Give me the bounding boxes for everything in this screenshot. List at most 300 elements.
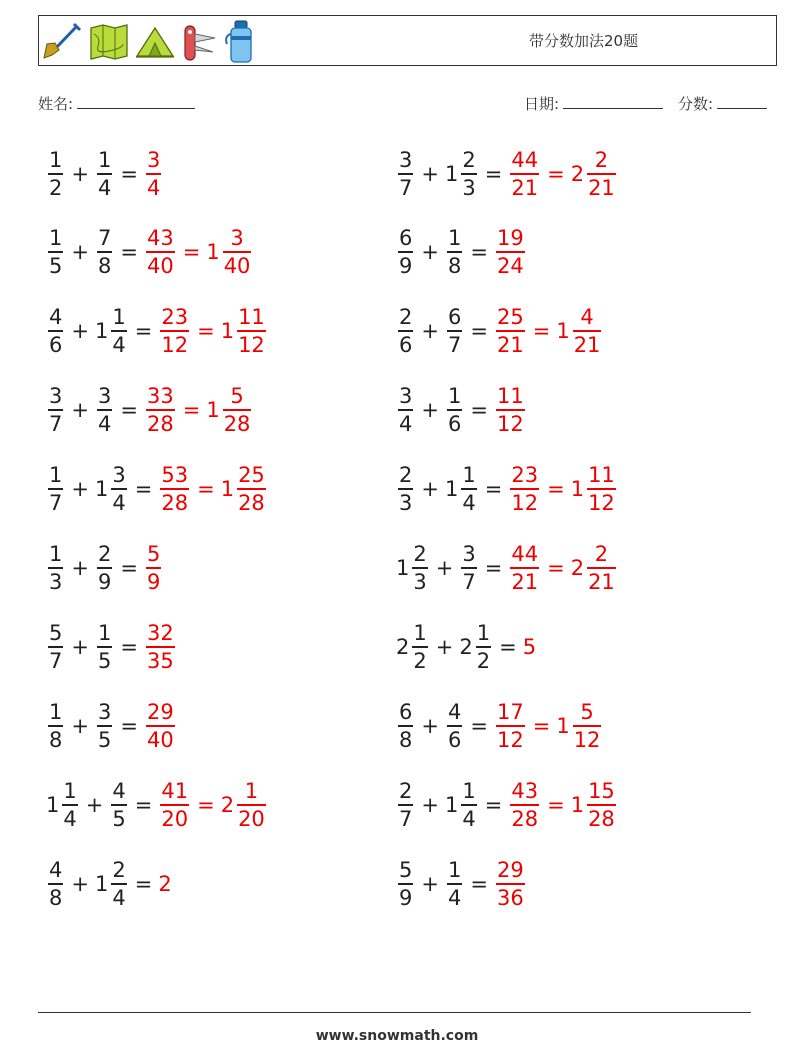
addend-a-numerator: 4 bbox=[49, 858, 63, 883]
addend-a-numerator: 3 bbox=[49, 384, 63, 409]
problem-10 bbox=[396, 459, 618, 519]
addend-a-whole: 1 bbox=[46, 793, 60, 817]
answer-numerator: 5 bbox=[580, 700, 594, 725]
plus-sign: + bbox=[85, 793, 104, 817]
answer-numerator: 5 bbox=[146, 542, 161, 567]
answer-fraction bbox=[146, 147, 161, 200]
answer-1 bbox=[144, 699, 177, 752]
addend-b-fraction bbox=[97, 699, 112, 752]
answer-2 bbox=[556, 699, 603, 752]
addend-b-whole: 1 bbox=[444, 477, 459, 501]
addend-a-fraction bbox=[48, 620, 63, 673]
addend-b-numerator: 3 bbox=[97, 700, 112, 725]
answer-numerator: 32 bbox=[146, 621, 174, 646]
addend-a-denominator: 7 bbox=[399, 806, 413, 831]
answer-numerator: 23 bbox=[161, 305, 189, 330]
addend-a-numerator: 5 bbox=[49, 621, 63, 646]
plus-sign: + bbox=[71, 162, 89, 186]
addend-b-fraction bbox=[97, 225, 112, 278]
answer-2 bbox=[206, 225, 253, 278]
addend-b-numerator: 4 bbox=[112, 779, 126, 804]
answer-fraction bbox=[160, 304, 189, 357]
plus-sign: + bbox=[71, 872, 89, 896]
problem-18 bbox=[396, 775, 618, 835]
answer-whole: 1 bbox=[570, 476, 585, 501]
problem-7 bbox=[46, 380, 253, 440]
addend-b-fraction bbox=[447, 699, 462, 752]
answer-denominator: 40 bbox=[146, 253, 174, 278]
addend-a-fraction bbox=[398, 383, 413, 436]
addend-a-fraction bbox=[48, 541, 63, 594]
answer-numerator: 25 bbox=[496, 305, 524, 330]
answer-whole: 1 bbox=[206, 239, 220, 264]
addend-a-denominator: 7 bbox=[49, 411, 63, 436]
addend-b-denominator: 6 bbox=[447, 727, 462, 752]
answer-numerator: 43 bbox=[146, 226, 174, 251]
answer-numerator: 23 bbox=[511, 463, 539, 488]
answer-numerator: 19 bbox=[496, 226, 524, 251]
addend-a-fraction bbox=[48, 462, 63, 515]
score-blank[interactable] bbox=[717, 94, 767, 109]
tent-icon bbox=[135, 25, 175, 59]
addend-b-numerator: 4 bbox=[447, 700, 462, 725]
problem-8 bbox=[396, 380, 527, 440]
addend-b-whole: 1 bbox=[444, 793, 459, 817]
answer-fraction bbox=[587, 462, 616, 515]
answer-fraction bbox=[573, 699, 602, 752]
equals-sign: = bbox=[182, 240, 201, 264]
addend-b-numerator: 2 bbox=[112, 858, 126, 883]
answer-1 bbox=[158, 778, 191, 831]
addend-b-denominator: 5 bbox=[112, 806, 126, 831]
addend-a-numerator: 6 bbox=[399, 226, 413, 251]
answer-1 bbox=[494, 225, 527, 278]
answer-whole: 1 bbox=[220, 318, 235, 343]
addend-b-denominator: 7 bbox=[462, 569, 476, 594]
addend-a-numerator: 3 bbox=[399, 148, 413, 173]
answer-fraction bbox=[146, 541, 161, 594]
addend-a-fraction bbox=[48, 304, 63, 357]
equals-sign: = bbox=[470, 319, 488, 343]
answer-numerator: 44 bbox=[511, 148, 539, 173]
shovel-icon bbox=[41, 22, 83, 62]
plus-sign: + bbox=[421, 477, 439, 501]
addend-b-numerator: 1 bbox=[447, 226, 462, 251]
addend-b-fraction bbox=[97, 541, 112, 594]
addend-b-fraction bbox=[97, 147, 112, 200]
addend-a-denominator: 3 bbox=[413, 569, 427, 594]
plus-sign: + bbox=[71, 477, 89, 501]
addend-b-fraction bbox=[447, 383, 462, 436]
answer-denominator: 9 bbox=[146, 569, 161, 594]
plus-sign: + bbox=[421, 398, 439, 422]
answer-fraction bbox=[587, 778, 616, 831]
addend-a-fraction bbox=[398, 225, 413, 278]
answer-fraction bbox=[160, 462, 189, 515]
date-label: 日期: bbox=[524, 95, 560, 113]
answer-whole: 2 bbox=[158, 872, 172, 896]
answer-whole: 1 bbox=[206, 397, 220, 422]
equals-sign: = bbox=[470, 714, 488, 738]
addend-b-whole: 1 bbox=[444, 162, 459, 186]
addend-b-whole: 2 bbox=[459, 635, 473, 659]
addend-b-denominator: 6 bbox=[447, 411, 462, 436]
answer-2 bbox=[221, 462, 268, 515]
answer-2 bbox=[571, 778, 618, 831]
addend-a-numerator: 2 bbox=[399, 305, 413, 330]
answer-1 bbox=[144, 225, 177, 278]
addend-a-denominator: 5 bbox=[49, 253, 63, 278]
answer-2 bbox=[556, 304, 603, 357]
answer-fraction bbox=[510, 147, 539, 200]
addend-b-fraction bbox=[447, 304, 462, 357]
answer-denominator: 21 bbox=[588, 175, 615, 200]
addend-a-whole: 1 bbox=[396, 556, 410, 580]
answer-numerator: 53 bbox=[161, 463, 189, 488]
addend-a-denominator: 7 bbox=[49, 648, 63, 673]
answer-numerator: 33 bbox=[146, 384, 174, 409]
addend-b-numerator: 2 bbox=[462, 148, 476, 173]
addend-b-denominator: 8 bbox=[447, 253, 462, 278]
addend-b-numerator: 1 bbox=[462, 463, 476, 488]
addend-a-numerator: 6 bbox=[399, 700, 413, 725]
answer-denominator: 21 bbox=[573, 332, 601, 357]
answer-denominator: 12 bbox=[238, 332, 265, 357]
addend-a-fraction bbox=[412, 541, 427, 594]
addend-a-numerator: 1 bbox=[49, 148, 63, 173]
answer-numerator: 11 bbox=[238, 305, 265, 330]
answer-fraction bbox=[237, 462, 266, 515]
addend-b-numerator: 3 bbox=[112, 463, 126, 488]
answer-1 bbox=[523, 635, 537, 659]
answer-denominator: 12 bbox=[161, 332, 189, 357]
addend-a-denominator: 3 bbox=[49, 569, 63, 594]
addend-b-numerator: 1 bbox=[97, 148, 112, 173]
answer-denominator: 12 bbox=[496, 727, 524, 752]
pocket-knife-icon bbox=[181, 22, 217, 62]
answer-numerator: 44 bbox=[511, 542, 539, 567]
answer-1 bbox=[508, 462, 541, 515]
answer-denominator: 21 bbox=[511, 569, 539, 594]
answer-fraction bbox=[587, 147, 616, 200]
page-title: 带分数加法20题 bbox=[529, 32, 639, 50]
addend-b-fraction bbox=[111, 462, 126, 515]
answer-fraction bbox=[510, 541, 539, 594]
answer-denominator: 12 bbox=[511, 490, 539, 515]
answer-whole: 2 bbox=[570, 555, 585, 580]
addend-a-fraction bbox=[48, 383, 63, 436]
addend-a-denominator: 7 bbox=[399, 175, 413, 200]
answer-whole: 1 bbox=[556, 713, 570, 738]
problem-2 bbox=[396, 144, 618, 204]
equals-sign: = bbox=[470, 872, 488, 896]
equals-sign: = bbox=[532, 319, 551, 343]
problem-9 bbox=[46, 459, 268, 519]
answer-1 bbox=[144, 147, 163, 200]
header-box bbox=[38, 15, 777, 66]
addend-a-fraction bbox=[398, 699, 413, 752]
problem-12 bbox=[396, 538, 618, 598]
answer-fraction bbox=[496, 304, 525, 357]
addend-a-denominator: 8 bbox=[49, 727, 63, 752]
addend-a-fraction bbox=[48, 857, 63, 910]
answer-fraction bbox=[496, 699, 525, 752]
equals-sign: = bbox=[499, 635, 517, 659]
answer-denominator: 36 bbox=[496, 885, 524, 910]
answer-1 bbox=[158, 872, 172, 896]
answer-2 bbox=[571, 147, 618, 200]
answer-fraction bbox=[237, 778, 266, 831]
answer-numerator: 5 bbox=[230, 384, 244, 409]
header-icons bbox=[41, 20, 257, 64]
answer-1 bbox=[508, 541, 541, 594]
equals-sign: = bbox=[484, 477, 503, 501]
addend-a-denominator: 2 bbox=[49, 175, 63, 200]
answer-1 bbox=[494, 383, 527, 436]
plus-sign: + bbox=[435, 556, 454, 580]
addend-a-numerator: 1 bbox=[49, 542, 63, 567]
date-blank[interactable] bbox=[563, 94, 663, 109]
addend-a-fraction bbox=[48, 147, 63, 200]
addend-b-denominator: 4 bbox=[112, 885, 126, 910]
answer-numerator: 29 bbox=[146, 700, 174, 725]
addend-b-numerator: 6 bbox=[447, 305, 462, 330]
addend-b-fraction bbox=[97, 383, 112, 436]
answer-1 bbox=[494, 699, 527, 752]
addend-b-fraction bbox=[447, 857, 462, 910]
addend-b-fraction bbox=[447, 225, 462, 278]
addend-a-numerator: 2 bbox=[399, 779, 413, 804]
addend-a-fraction bbox=[62, 778, 77, 831]
answer-1 bbox=[158, 304, 191, 357]
answer-denominator: 40 bbox=[223, 253, 251, 278]
answer-denominator: 28 bbox=[146, 411, 174, 436]
addend-b-denominator: 4 bbox=[447, 885, 462, 910]
equals-sign: = bbox=[547, 477, 565, 501]
equals-sign: = bbox=[470, 398, 488, 422]
answer-2 bbox=[221, 304, 268, 357]
addend-b-denominator: 3 bbox=[462, 175, 476, 200]
equals-sign: = bbox=[120, 162, 138, 186]
addend-b-fraction bbox=[111, 857, 126, 910]
addend-b-fraction bbox=[461, 778, 476, 831]
addend-b-denominator: 4 bbox=[97, 175, 112, 200]
name-label: 姓名: bbox=[38, 95, 74, 113]
addend-b-numerator: 1 bbox=[447, 858, 462, 883]
answer-denominator: 12 bbox=[496, 411, 524, 436]
addend-a-denominator: 6 bbox=[399, 332, 413, 357]
equals-sign: = bbox=[120, 635, 138, 659]
answer-1 bbox=[144, 620, 177, 673]
addend-a-denominator: 9 bbox=[399, 885, 413, 910]
answer-numerator: 4 bbox=[580, 305, 594, 330]
answer-whole: 2 bbox=[220, 792, 235, 817]
addend-a-numerator: 1 bbox=[49, 226, 63, 251]
addend-b-numerator: 7 bbox=[97, 226, 112, 251]
addend-b-denominator: 7 bbox=[447, 332, 462, 357]
addend-a-numerator: 3 bbox=[399, 384, 413, 409]
addend-a-fraction bbox=[398, 462, 413, 515]
answer-denominator: 28 bbox=[223, 411, 251, 436]
plus-sign: + bbox=[421, 162, 439, 186]
plus-sign: + bbox=[421, 240, 439, 264]
answer-whole: 1 bbox=[220, 476, 235, 501]
addend-b-fraction bbox=[476, 620, 491, 673]
plus-sign: + bbox=[71, 319, 89, 343]
name-blank[interactable] bbox=[77, 94, 195, 109]
answer-fraction bbox=[146, 620, 175, 673]
answer-2 bbox=[221, 778, 268, 831]
date-field bbox=[524, 93, 663, 114]
answer-whole: 2 bbox=[570, 161, 585, 186]
answer-fraction bbox=[237, 304, 266, 357]
answer-numerator: 2 bbox=[594, 148, 609, 173]
problem-14 bbox=[396, 617, 537, 677]
equals-sign: = bbox=[197, 477, 215, 501]
answer-numerator: 11 bbox=[496, 384, 524, 409]
addend-b-numerator: 1 bbox=[447, 384, 462, 409]
answer-numerator: 2 bbox=[594, 542, 609, 567]
problem-13 bbox=[46, 617, 177, 677]
answer-2 bbox=[571, 462, 618, 515]
answer-numerator: 41 bbox=[161, 779, 189, 804]
addend-a-denominator: 8 bbox=[49, 885, 63, 910]
addend-b-numerator: 1 bbox=[97, 621, 112, 646]
addend-a-numerator: 1 bbox=[413, 621, 427, 646]
plus-sign: + bbox=[421, 793, 439, 817]
addend-a-denominator: 6 bbox=[49, 332, 63, 357]
addend-b-numerator: 1 bbox=[462, 779, 476, 804]
answer-fraction bbox=[146, 383, 175, 436]
answer-denominator: 21 bbox=[496, 332, 524, 357]
addend-b-fraction bbox=[461, 462, 476, 515]
addend-b-denominator: 4 bbox=[112, 490, 126, 515]
plus-sign: + bbox=[71, 635, 89, 659]
addend-b-denominator: 8 bbox=[97, 253, 112, 278]
problem-1 bbox=[46, 144, 163, 204]
score-field bbox=[678, 93, 767, 114]
answer-1 bbox=[158, 462, 191, 515]
problem-19 bbox=[46, 854, 173, 914]
plus-sign: + bbox=[421, 872, 439, 896]
problem-3 bbox=[46, 222, 253, 282]
equals-sign: = bbox=[484, 556, 503, 580]
equals-sign: = bbox=[134, 872, 153, 896]
answer-fraction bbox=[510, 778, 539, 831]
equals-sign: = bbox=[120, 398, 138, 422]
equals-sign: = bbox=[470, 240, 488, 264]
problem-6 bbox=[396, 301, 603, 361]
equals-sign: = bbox=[532, 714, 551, 738]
answer-denominator: 21 bbox=[511, 175, 539, 200]
addend-b-numerator: 2 bbox=[97, 542, 112, 567]
equals-sign: = bbox=[134, 319, 153, 343]
addend-a-fraction bbox=[48, 699, 63, 752]
answer-1 bbox=[508, 778, 541, 831]
answer-fraction bbox=[496, 857, 525, 910]
plus-sign: + bbox=[71, 240, 89, 264]
equals-sign: = bbox=[134, 793, 153, 817]
equals-sign: = bbox=[197, 319, 215, 343]
addend-b-denominator: 4 bbox=[462, 490, 476, 515]
answer-1 bbox=[144, 541, 163, 594]
addend-b-denominator: 4 bbox=[462, 806, 476, 831]
addend-b-numerator: 3 bbox=[97, 384, 112, 409]
answer-fraction bbox=[160, 778, 189, 831]
addend-a-fraction bbox=[398, 304, 413, 357]
addend-a-whole: 2 bbox=[396, 635, 410, 659]
addend-b-fraction bbox=[461, 147, 476, 200]
answer-denominator: 40 bbox=[146, 727, 174, 752]
addend-a-numerator: 1 bbox=[49, 700, 63, 725]
equals-sign: = bbox=[197, 793, 215, 817]
answer-1 bbox=[144, 383, 177, 436]
problem-4 bbox=[396, 222, 527, 282]
addend-b-denominator: 4 bbox=[112, 332, 126, 357]
answer-numerator: 43 bbox=[511, 779, 539, 804]
answer-denominator: 28 bbox=[161, 490, 189, 515]
addend-b-whole: 1 bbox=[94, 319, 109, 343]
addend-a-denominator: 4 bbox=[63, 806, 77, 831]
answer-fraction bbox=[223, 383, 252, 436]
answer-fraction bbox=[496, 225, 525, 278]
addend-b-fraction bbox=[111, 304, 126, 357]
answer-1 bbox=[508, 147, 541, 200]
problem-20 bbox=[396, 854, 527, 914]
addend-b-fraction bbox=[111, 778, 126, 831]
equals-sign: = bbox=[120, 240, 138, 264]
equals-sign: = bbox=[484, 162, 503, 186]
answer-fraction bbox=[146, 699, 175, 752]
addend-b-denominator: 9 bbox=[97, 569, 112, 594]
addend-a-denominator: 3 bbox=[399, 490, 413, 515]
equals-sign: = bbox=[547, 793, 565, 817]
answer-whole: 1 bbox=[570, 792, 585, 817]
answer-fraction bbox=[496, 383, 525, 436]
equals-sign: = bbox=[120, 714, 138, 738]
answer-numerator: 3 bbox=[230, 226, 244, 251]
answer-numerator: 15 bbox=[588, 779, 615, 804]
equals-sign: = bbox=[134, 477, 153, 501]
answer-denominator: 35 bbox=[146, 648, 174, 673]
footer-url: www.snowmath.com bbox=[315, 1028, 479, 1044]
addend-a-fraction bbox=[398, 778, 413, 831]
answer-denominator: 4 bbox=[146, 175, 161, 200]
problem-16 bbox=[396, 696, 603, 756]
addend-a-fraction bbox=[48, 225, 63, 278]
addend-b-whole: 1 bbox=[94, 872, 109, 896]
addend-a-numerator: 1 bbox=[49, 463, 63, 488]
answer-fraction bbox=[587, 541, 616, 594]
answer-whole: 1 bbox=[556, 318, 570, 343]
answer-numerator: 3 bbox=[146, 148, 161, 173]
answer-2 bbox=[571, 541, 618, 594]
addend-b-denominator: 5 bbox=[97, 727, 112, 752]
problem-11 bbox=[46, 538, 163, 598]
score-label: 分数: bbox=[678, 95, 714, 113]
problem-15 bbox=[46, 696, 177, 756]
answer-fraction bbox=[223, 225, 252, 278]
answer-1 bbox=[494, 304, 527, 357]
addend-b-denominator: 4 bbox=[97, 411, 112, 436]
answer-denominator: 28 bbox=[238, 490, 265, 515]
plus-sign: + bbox=[421, 319, 439, 343]
addend-a-fraction bbox=[412, 620, 427, 673]
map-icon bbox=[89, 24, 129, 60]
answer-whole: 5 bbox=[522, 635, 537, 659]
answer-denominator: 24 bbox=[496, 253, 524, 278]
addend-b-numerator: 1 bbox=[476, 621, 491, 646]
